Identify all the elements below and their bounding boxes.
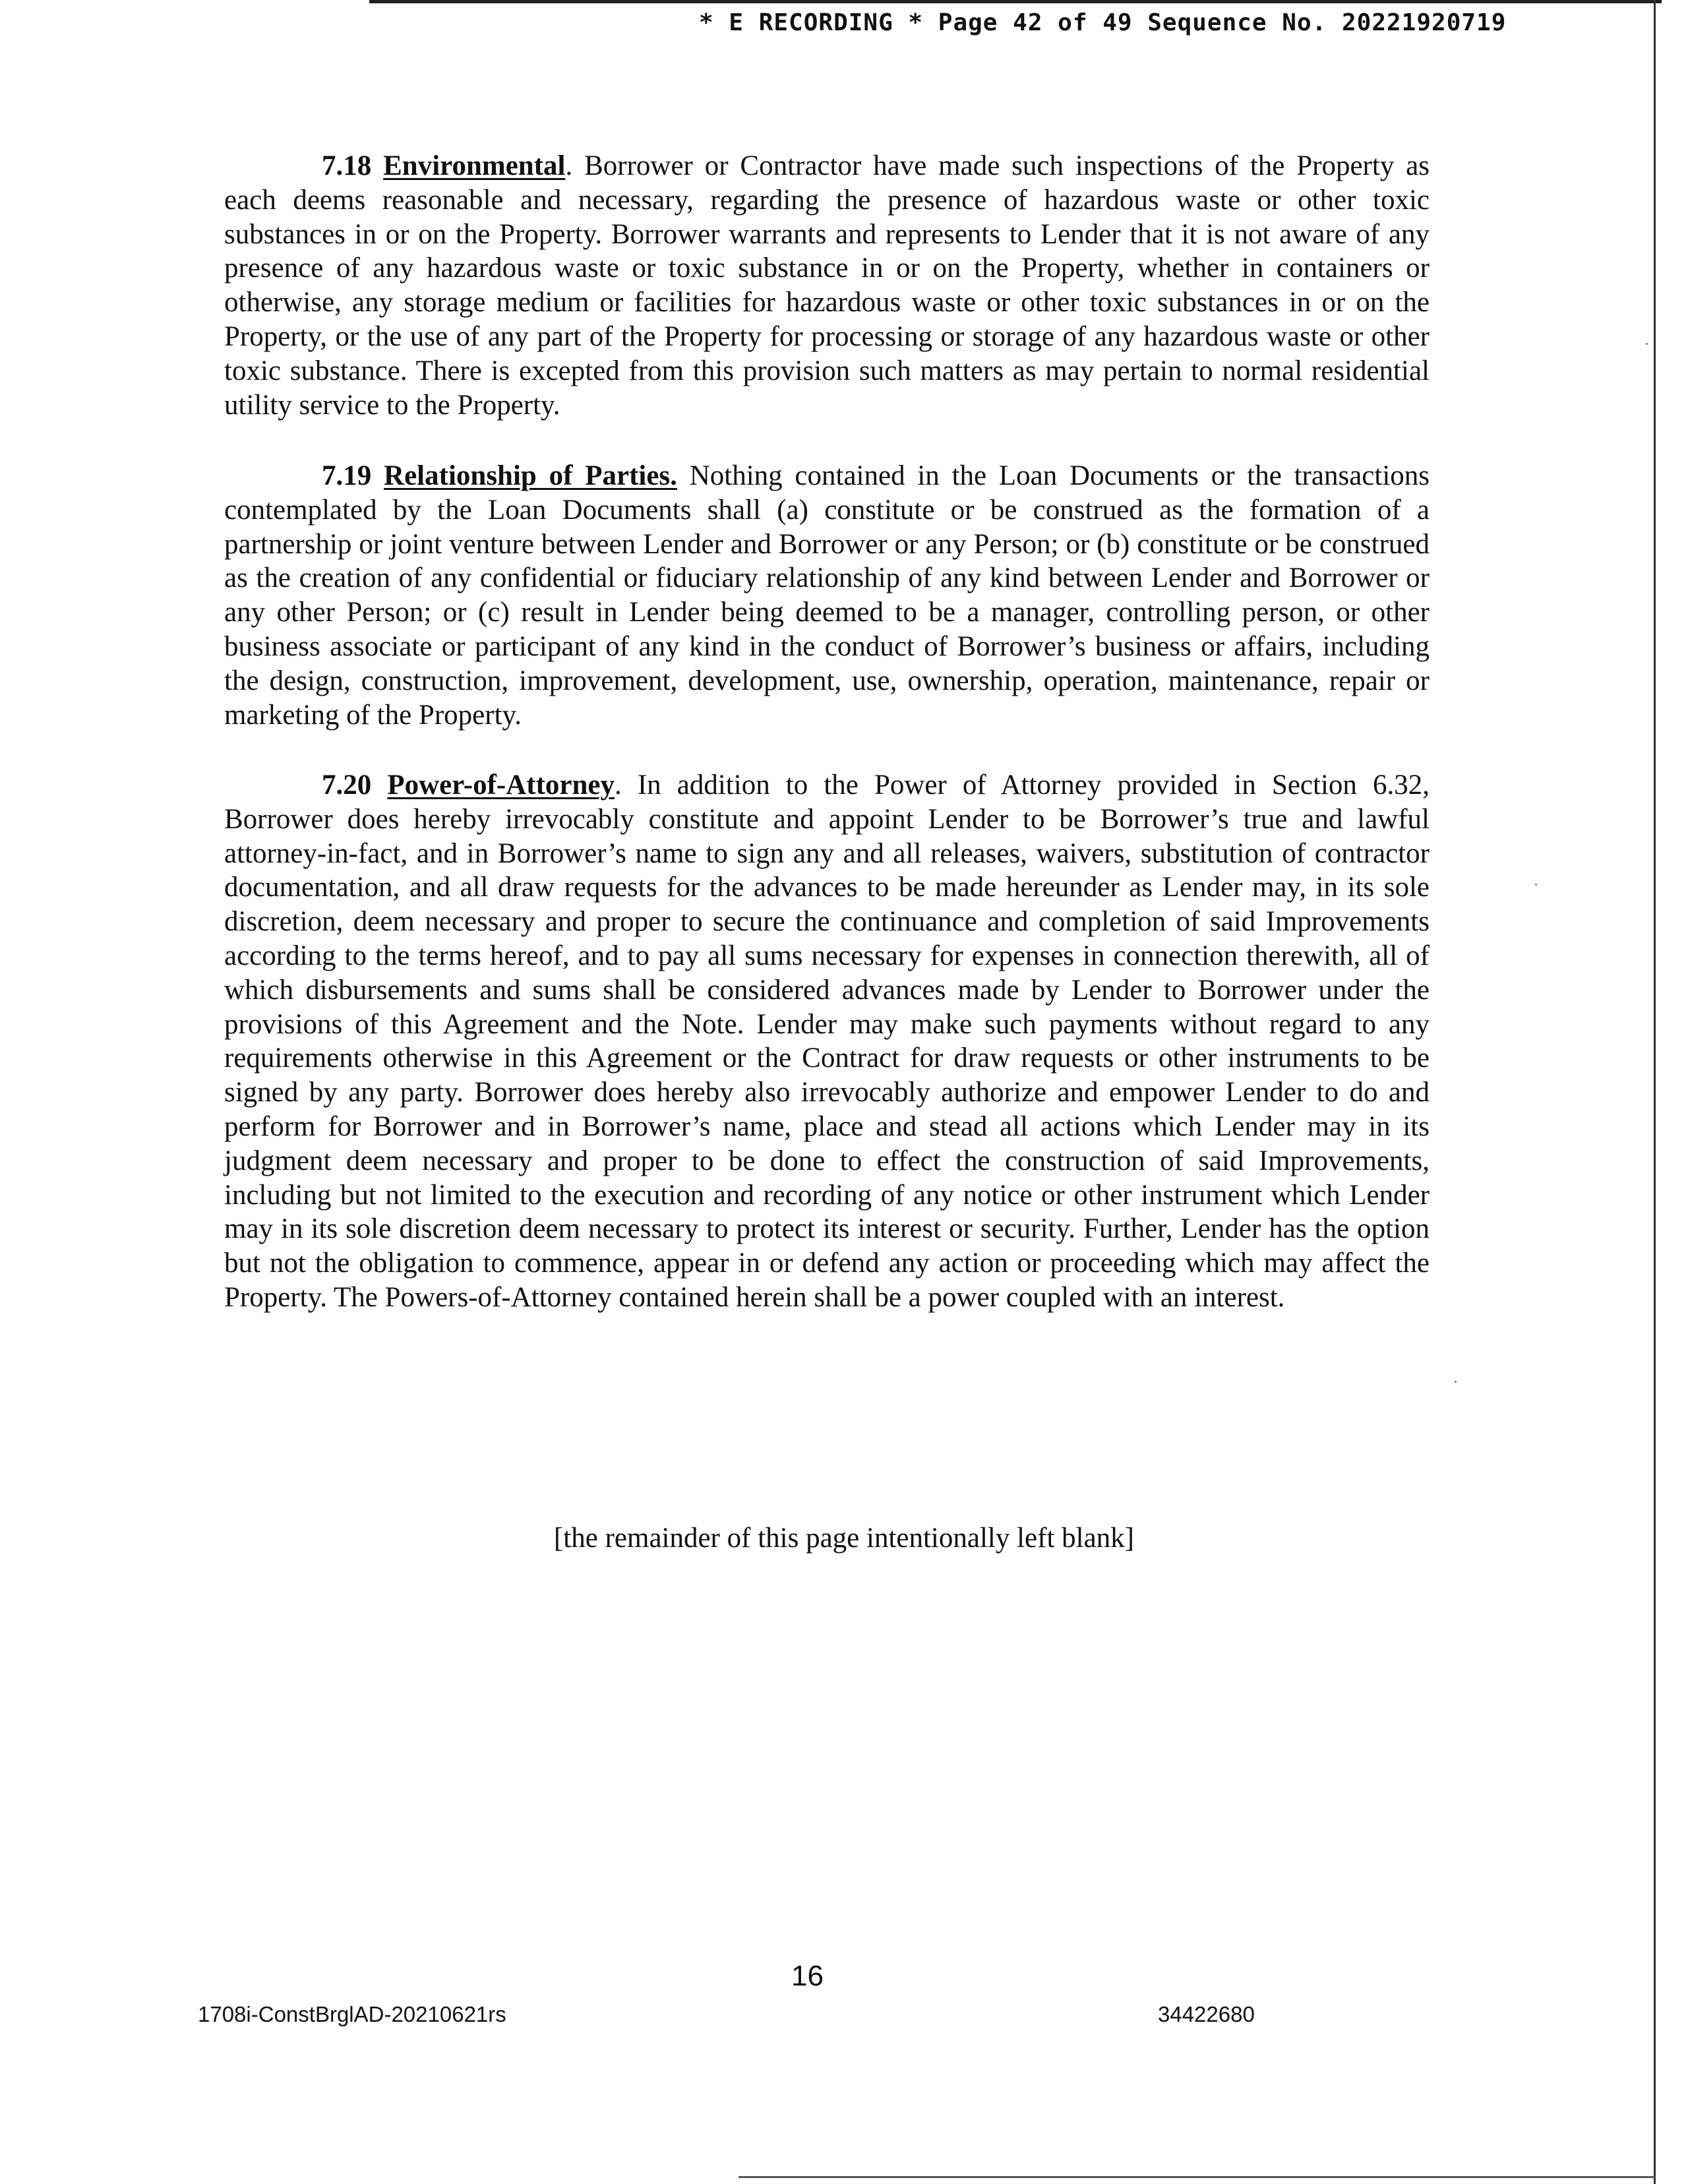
page-number: 16	[791, 1960, 824, 1992]
remainder-blank-note: [the remainder of this page intentionally left blank]	[553, 1523, 1134, 1554]
section-heading-punct: .	[615, 770, 622, 801]
scan-speck	[1535, 884, 1537, 886]
section-number: 7.18	[322, 150, 372, 181]
recording-header: * E RECORDING * Page 42 of 49 Sequence No. 20221920719	[699, 9, 1507, 36]
section-heading-punct: .	[565, 150, 573, 181]
top-border-line	[369, 0, 1662, 3]
section-7-20	[224, 768, 1430, 1315]
section-body: Borrower or Contractor have made such inspections of the Property as each deems reasonable and necessary, regarding the presence of hazardous waste or other toxic substances in or on the Property. Borrower warrants and represents to Lender that it is not aware of any presence of any hazardous waste or toxic substance in or on the Property, whether in containers or otherwise, any storage medium or facilities for hazardous waste or other toxic substances in or on the Property, or the use of any part of the Property for processing or storage of any hazardous waste or other toxic substance. There is excepted from this provision such matters as may pertain to normal residential utility service to the Property.	[224, 150, 1430, 421]
section-heading: Relationship of Parties.	[384, 460, 677, 491]
section-heading: Environmental	[383, 150, 566, 181]
section-number: 7.19	[322, 460, 372, 491]
section-body: Nothing contained in the Loan Documents or the transactions contemplated by the Loan Documents shall (a) constitute or be construed as the formation of a partnership or joint venture between Lender and Borrower or any Person; or (b) constitute or be construed as the creation of any confidential or fiduciary relationship of any kind between Lender and Borrower or any other Person; or (c) result in Lender being deemed to be a manager, controlling person, or other business associate or participant of any kind in the conduct of Borrower’s business or affairs, including the design, construction, improvement, development, use, ownership, operation, maintenance, repair or marketing of the Property.	[224, 460, 1430, 731]
footer-document-number: 34422680	[1158, 2002, 1255, 2026]
bottom-border-line	[738, 2176, 1655, 2178]
section-body: In addition to the Power of Attorney provided in Section 6.32, Borrower does hereby irrevocably constitute and appoint Lender to be Borrower’s true and lawful attorney-in-fact, and in Borrower’s name to sign any and all releases, waivers, substitution of contractor documentation, and all draw requests for the advances to be made hereunder as Lender may, in its sole discretion, deem necessary and proper to secure the continuance and completion of said Improvements according to the terms hereof, and to pay all sums necessary for expenses in connection therewith, all of which disbursements and sums shall be considered advances made by Lender to Borrower under the provisions of this Agreement and the Note. Lender may make such payments without regard to any requirements otherwise in this Agreement or the Contract for draw requests or other instruments to be signed by any party. Borrower does hereby also irrevocably authorize and empower Lender to do and perform for Borrower and in Borrower’s name, place and stead all actions which Lender may in its judgment deem necessary and proper to be done to effect the construction of said Improvements, including but not limited to the execution and recording of any notice or other instrument which Lender may in its sole discretion deem necessary to protect its interest or security. Further, Lender has the option but not the obligation to commence, appear in or defend any action or proceeding which may affect the Property. The Powers-of-Attorney contained herein shall be a power coupled with an interest.	[224, 770, 1430, 1313]
scan-speck	[1455, 1381, 1457, 1383]
right-edge-line	[1654, 0, 1656, 2184]
scan-speck	[1646, 343, 1648, 345]
section-7-19	[224, 459, 1430, 732]
section-7-18	[224, 149, 1430, 422]
section-heading: Power-of-Attorney	[387, 770, 615, 801]
section-number: 7.20	[322, 770, 372, 801]
footer-document-id: 1708i-ConstBrglAD-20210621rs	[198, 2002, 506, 2026]
